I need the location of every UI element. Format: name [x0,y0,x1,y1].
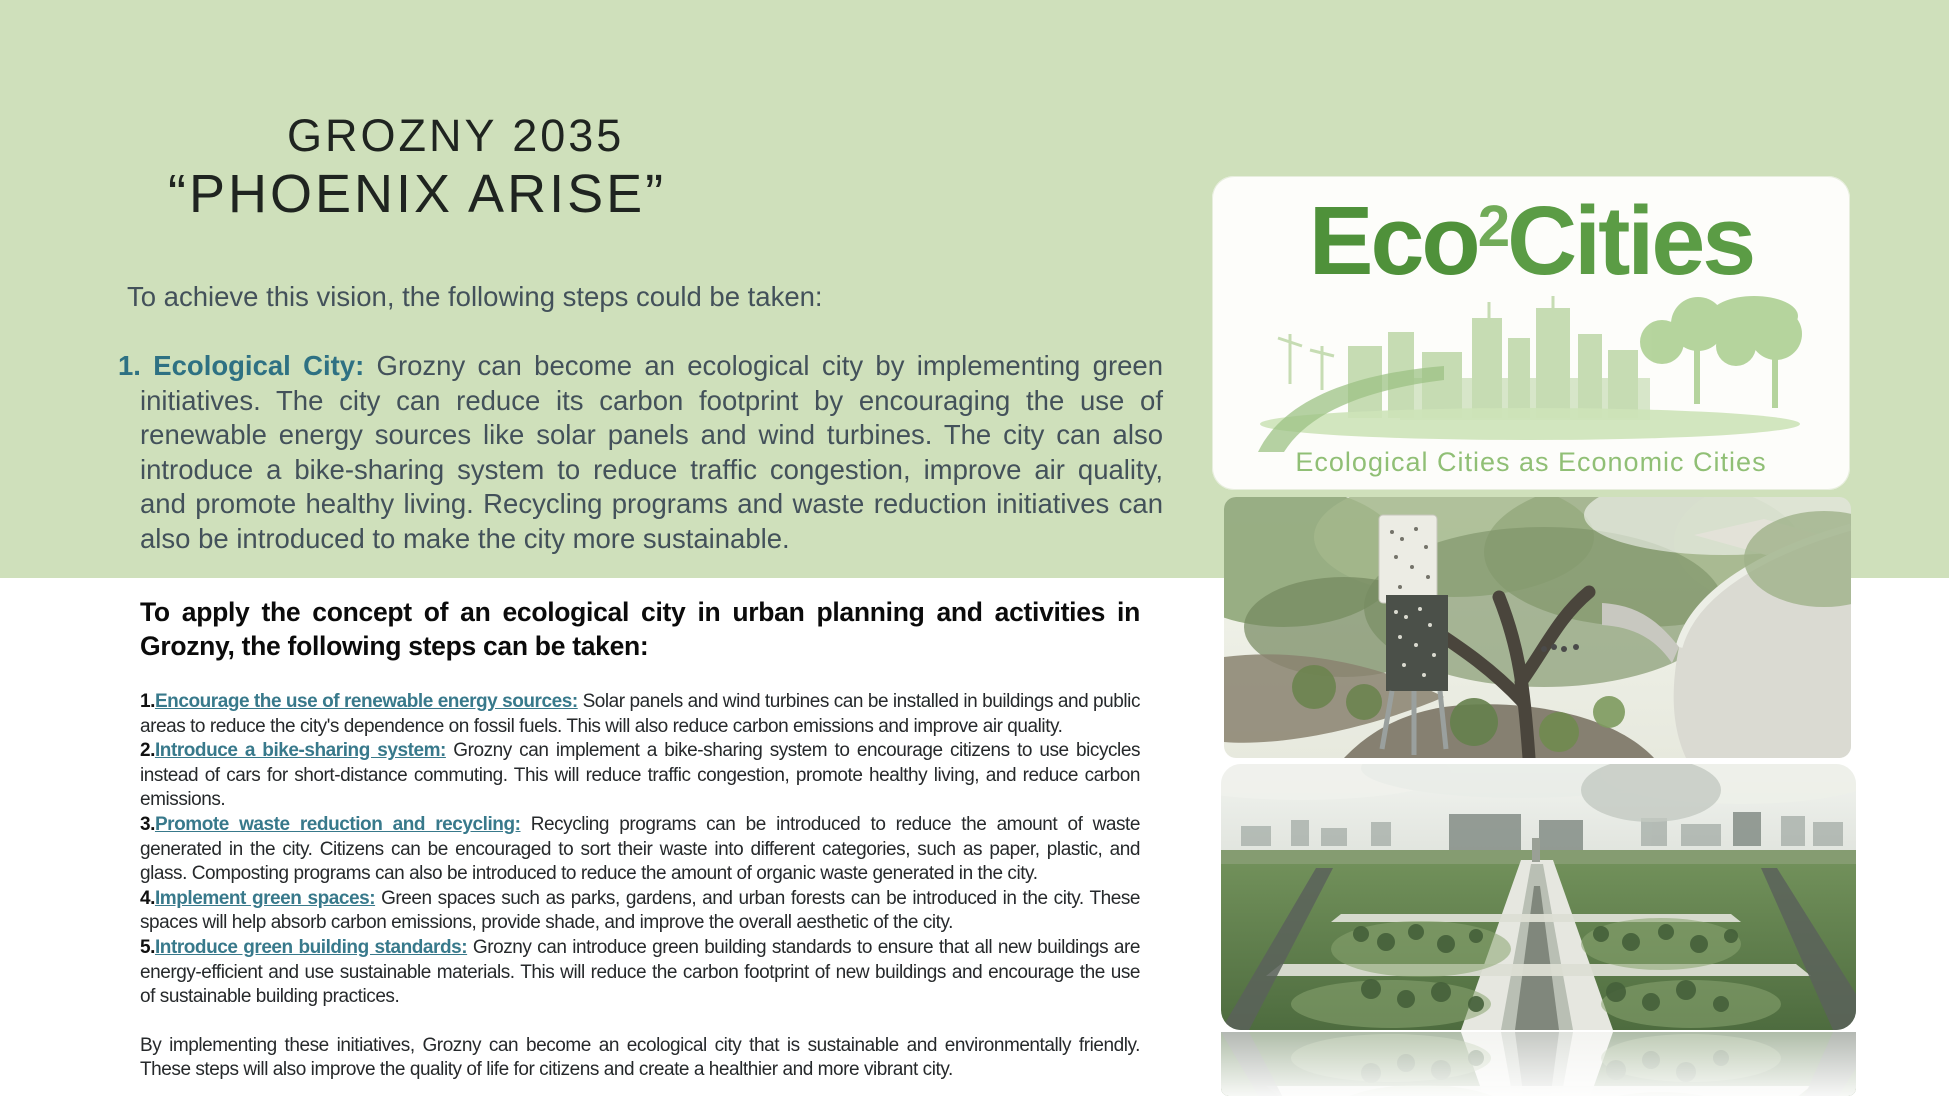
item-text: Solar panels and wind turbines can be installed in buildings and public areas to reduce the city's dependence on fossil fuels. This will also reduce carbon emissions and improve air quality. [140,691,1141,737]
logo-tagline: Ecological Cities as Economic Cities [1295,447,1767,477]
logo-superscript-2: 2 [1477,194,1508,259]
ecological-city-paragraph [118,349,1163,557]
aerial-park-photo [1221,764,1856,1030]
link-waste-recycling[interactable]: Promote waste reduction and recycling: [154,813,521,835]
apply-heading: To apply the concept of an ecological city in urban planning and activities in Grozny, the following steps can be taken: [140,597,1140,661]
link-green-spaces[interactable]: Implement green spaces: [154,887,376,909]
eco2cities-logo-card [1212,176,1850,490]
steps-list [140,690,1140,1083]
list-item [140,690,1140,739]
item-number: 1. [140,691,155,712]
link-bike-sharing[interactable]: Introduce a bike-sharing system: [154,740,446,762]
list-item [140,887,1140,936]
item-number: 2. [140,740,155,762]
logo-word-eco: Eco [1308,186,1478,295]
aerial-park-illustration [1221,764,1856,1030]
item-text: Green spaces such as parks, gardens, and urban forests can be introduced in the city. These spaces will help absorb carbon emissions, provide shade, and improve the overall aesthetic of the city. [140,887,1140,934]
aerial-park-photo-reflection [1221,1032,1856,1096]
link-green-building[interactable]: Introduce green building standards: [154,936,468,958]
item-text: Grozny can implement a bike-sharing system to encourage citizens to use bicycles instead of cars for short-distance commuting. This will reduce traffic congestion, promote healthy living, and reduce carbon emissions. [140,740,1140,811]
item-text: Grozny can introduce green building standards to ensure that all new buildings are energy-efficient and use sustainable materials. This will reduce the carbon footprint of new buildings and encourage the use of sustainable building practices. [140,936,1140,1008]
ecological-city-label: 1. Ecological City: [118,350,365,381]
park-playground-photo [1224,497,1851,758]
park-playground-illustration [1224,497,1851,758]
reflection-fade-overlay [1221,1032,1856,1096]
item-number: 3. [140,813,155,835]
list-item [140,936,1140,1010]
item-number: 4. [140,887,155,909]
link-renewable-energy[interactable]: Encourage the use of renewable energy sources: [154,691,578,712]
closing-paragraph: By implementing these initiatives, Grozny can become an ecological city that is sustainable and environmentally friendly. These steps will also improve the quality of life for citizens and create a healthier and more vibrant city. [140,1034,1140,1081]
slide-subtitle: “PHOENIX ARISE” [168,164,667,224]
logo-city-skyline-illustration [1230,294,1832,452]
list-item [140,813,1140,887]
logo-wordmark [1212,186,1850,295]
item-number: 5. [140,936,155,958]
item-text: Recycling programs can be introduced to reduce the amount of waste generated in the city. Citizens can be encouraged to sort their waste into different categories, such as paper, plastic, and glass. Composting programs can also be introduced to reduce the amount of organic waste generated in the city. [140,813,1141,885]
list-item [140,739,1140,813]
ecological-city-body: Grozny can become an ecological city by implementing green initiatives. The city can reduce its carbon footprint by encouraging the use of renewable energy sources like solar panels and wind turbines. The city can also introduce a bike-sharing system to reduce traffic congestion, improve air quality, and promote healthy living. Recycling programs and waste reduction initiatives can also be introduced to make the city more sustainable. [140,350,1163,554]
logo-word-cities: Cities [1507,186,1754,295]
intro-text: To achieve this vision, the following steps could be taken: [127,281,823,312]
slide-title: GROZNY 2035 [287,110,625,161]
